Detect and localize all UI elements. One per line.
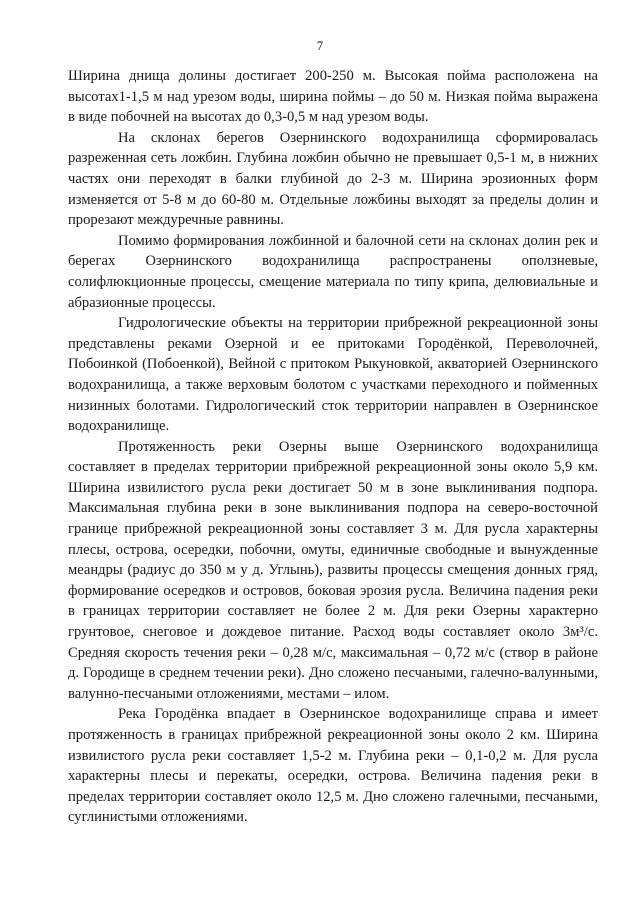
paragraph-slope-processes: Помимо формирования ложбинной и балочной сети на склонах долин рек и берегах Озернинского водохранилища распространены оползневые, солифлюкционные процессы, смещение материала по типу крипа, делювиальные и абразионные процессы.	[68, 232, 598, 311]
page-number: 7	[316, 38, 324, 53]
paragraph-hydrological-objects: Гидрологические объекты на территории прибрежной рекреационной зоны представлены реками Озерной и ее притоками Городёнкой, Переволочней, Побоинкой (Побоенкой), Вейной с притоком Рыкуновкой, акваторией Озернинского водохранилища, а также верховым болотом с участками переходного и пойменных низинных болотами. Гидрологический сток территории направлен в Озернинское водохранилище.	[68, 315, 598, 435]
paragraph-gorodenka-river: Река Городёнка впадает в Озернинское водохранилище справа и имеет протяженность в границах прибрежной рекреационной зоны около 2 км. Ширина извилистого русла реки составляет 1,5-2 м. Глубина реки – 0,1-0,2 м. Для русла характерны плесы и перекаты, осередки, острова. Величина падения реки в пределах территории составляет около 12,5 м. Дно сложено галечными, песчаными, суглинистыми отложениями.	[68, 706, 598, 826]
document-body	[68, 66, 598, 828]
paragraph-valley-floor: Ширина днища долины достигает 200-250 м. Высокая пойма расположена на высотах1-1,5 м над урезом воды, ширина поймы – до 50 м. Низкая пойма выражена в виде побочней на высотах до 0,3-0,5 м над урезом воды.	[68, 68, 598, 126]
paragraph-ozerna-river: Протяженность реки Озерны выше Озернинского водохранилища составляет в пределах территории прибрежной рекреационной зоны около 5,9 км. Ширина извилистого русла реки достигает 50 м в зоне выклинивания подпора. Максимальная глубина реки в зоне выклинивания подпора на северо-восточной границе прибрежной рекреационной зоны составляет 3 м. Для русла характерны плесы, острова, осередки, побочни, омуты, единичные свободные и вынужденные меандры (радиус до 350 м у д. Углынь), развиты процессы смещения донных гряд, формирование осередков и островов, боковая эрозия русла. Величина падения реки в границах территории составляет не более 2 м. Для реки Озерны характерно грунтовое, снеговое и дождевое питание. Расход воды составляет около 3м³/с. Средняя скорость течения реки – 0,28 м/с, максимальная – 0,72 м/с (створ в районе д. Городище в среднем течении реки). Дно сложено песчаными, галечно-валунными, валунно-песчаными отложениями, местами – илом.	[68, 438, 598, 702]
paragraph-gullies: На склонах берегов Озернинского водохранилища сформировалась разреженная сеть ложбин. Глубина ложбин обычно не превышает 0,5-1 м, в нижних частях они переходят в балки глубиной до 2-3 м. Ширина эрозионных форм изменяется от 5-8 м до 60-80 м. Отдельные ложбины выходят за пределы долин и прорезают междуречные равнины.	[68, 129, 598, 229]
